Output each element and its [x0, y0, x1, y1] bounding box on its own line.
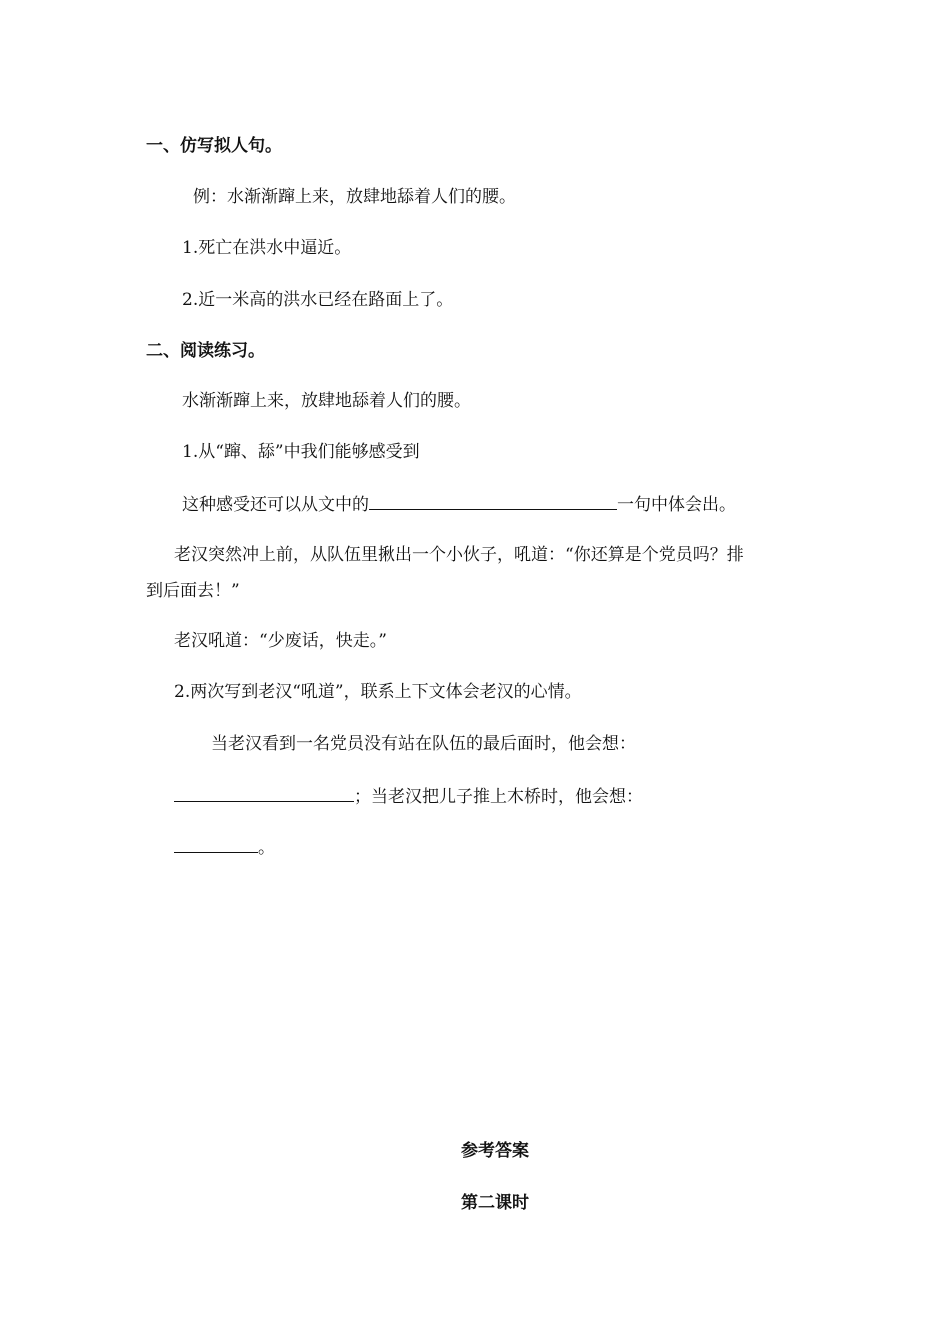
- question-2-line-3: [174, 835, 275, 859]
- reading-passage-1: 水渐渐蹿上来，放肆地舔着人们的腰。: [182, 391, 471, 411]
- section1-item-2: 2.近一米高的洪水已经在路面上了。: [182, 290, 454, 310]
- question-2-line-3-text: 。: [258, 838, 275, 858]
- answers-subtitle: 第二课时: [461, 1193, 529, 1213]
- answer-blank-3[interactable]: [174, 835, 258, 853]
- answer-blank-2[interactable]: [174, 784, 354, 802]
- question-2-line-2-text: ；当老汉把儿子推上木桥时，他会想：: [354, 787, 643, 807]
- section1-item-1: 1.死亡在洪水中逼近。: [182, 238, 352, 258]
- reading-passage-3: 老汉吼道：“少废话，快走。”: [174, 631, 387, 651]
- section1-title: 一、仿写拟人句。: [146, 136, 282, 156]
- question-1: 1.从“蹿、舔”中我们能够感受到: [182, 442, 420, 462]
- answer-blank-1[interactable]: [369, 492, 617, 510]
- question-2: 2.两次写到老汉“吼道”，联系上下文体会老汉的心情。: [174, 682, 582, 702]
- reading-passage-2-line-1: 老汉突然冲上前，从队伍里揪出一个小伙子，吼道：“你还算是个党员吗？排: [174, 545, 744, 565]
- reading-passage-2-line-2: 到后面去！”: [146, 581, 240, 601]
- question-1-follow: [182, 492, 736, 516]
- answers-title: 参考答案: [461, 1141, 529, 1161]
- question-2-line-2: [174, 784, 643, 808]
- question-2-line-1: 当老汉看到一名党员没有站在队伍的最后面时，他会想：: [211, 734, 636, 754]
- section2-title: 二、阅读练习。: [146, 341, 265, 361]
- section1-example: 例：水渐渐蹿上来，放肆地舔着人们的腰。: [193, 187, 516, 207]
- question-1-follow-before: 这种感受还可以从文中的: [182, 495, 369, 515]
- question-1-follow-after: 一句中体会出。: [617, 495, 736, 515]
